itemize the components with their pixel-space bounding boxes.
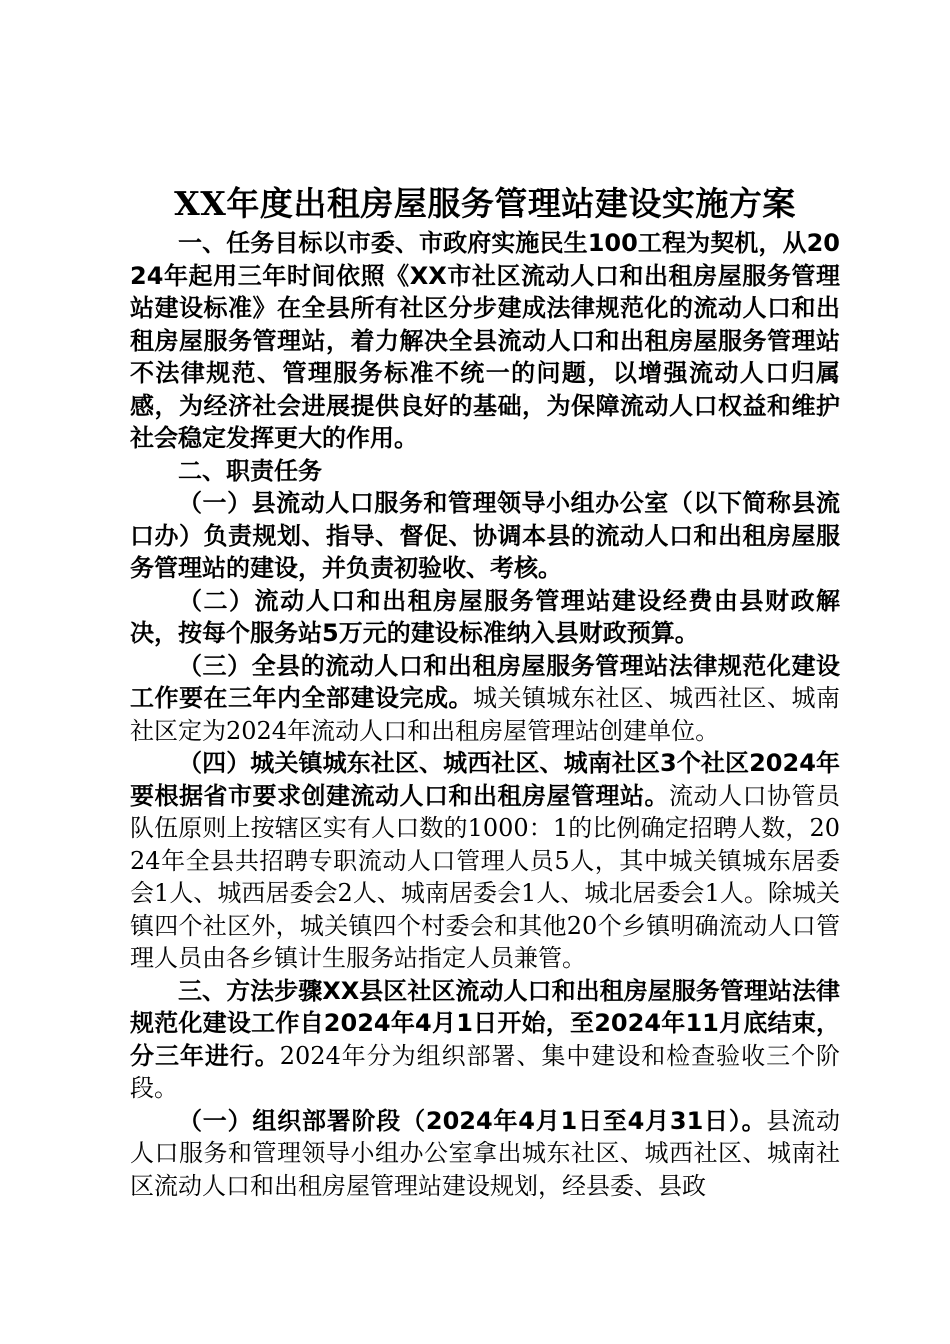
document-title: XX年度出租房屋服务管理站建设实施方案: [174, 184, 796, 223]
paragraph-normal-text: 城关镇城东社区、城西社区、城南社区定为2024年流动人口和出租房屋管理站创建单位。: [130, 684, 840, 745]
paragraph-normal-text: 县流动人口服务和管理领导小组办公室拿出城东社区、城西社区、城南社区流动人口和出租房屋管理站建设规划，经县委、县政: [130, 1106, 840, 1200]
paragraph-bold-text: （二）流动人口和出租房屋服务管理站建设经费由县财政解决，按每个服务站5万元的建设标准纳入县财政预算。: [130, 586, 840, 647]
paragraph-normal-text: 流动人口协管员队伍原则上按辖区实有人口数的1000：1的比例确定招聘人数，2024年全县共招聘专职流动人口管理人员5人，其中城关镇城东居委会1人、城西居委会2人、城南居委会1人、城北居委会1人。除城关镇四个社区外，城关镇四个村委会和其他20个乡镇明确流动人口管理人员由各乡镇计生服务站指定人员兼管。: [130, 781, 840, 972]
paragraph-methods-steps: [130, 976, 840, 1106]
paragraph-bold-text: 一、任务目标以市委、市政府实施民生100工程为契机，从2024年起用三年时间依照《XX市社区流动人口和出租房屋服务管理站建设标准》在全县所有社区分步建成法律规范化的流动人口和出租房屋服务管理站，着力解决全县流动人口和出租房屋服务管理站不法律规范、管理服务标准不统一的问题，以增强流动人口归属感，为经济社会进展提供良好的基础，为保障流动人口权益和维护社会稳定发挥更大的作用。: [130, 229, 840, 452]
paragraph-task-objective: [130, 228, 840, 456]
paragraph-organization-phase: [130, 1106, 840, 1204]
heading-responsibilities: [130, 456, 840, 489]
paragraph-item-1: [130, 488, 840, 586]
paragraph-item-4: [130, 748, 840, 976]
document-page: [130, 182, 840, 1203]
paragraph-bold-text: 二、职责任务: [178, 456, 322, 485]
paragraph-bold-text: （四）城关镇城东社区、城西社区、城南社区3个社区2024年要根据省市要求创建流动人口和出租房屋管理站。: [130, 749, 840, 810]
paragraph-normal-text: 2024年分为组织部署、集中建设和检查验收三个阶段。: [130, 1041, 841, 1102]
paragraph-bold-text: （一）组织部署阶段（2024年4月1日至4月31日）。: [178, 1106, 767, 1135]
paragraph-bold-text: 三、方法步骤XX县区社区流动人口和出租房屋服务管理站法律规范化建设工作自2024年4月1日开始，至2024年11月底结束，分三年进行。: [130, 976, 840, 1070]
paragraph-bold-text: （三）全县的流动人口和出租房屋服务管理站法律规范化建设工作要在三年内全部建设完成。: [130, 651, 840, 712]
paragraph-item-2: [130, 586, 840, 651]
paragraph-item-3: [130, 651, 840, 749]
paragraph-bold-text: （一）县流动人口服务和管理领导小组办公室（以下简称县流口办）负责规划、指导、督促、协调本县的流动人口和出租房屋服务管理站的建设，并负责初验收、考核。: [130, 489, 840, 582]
